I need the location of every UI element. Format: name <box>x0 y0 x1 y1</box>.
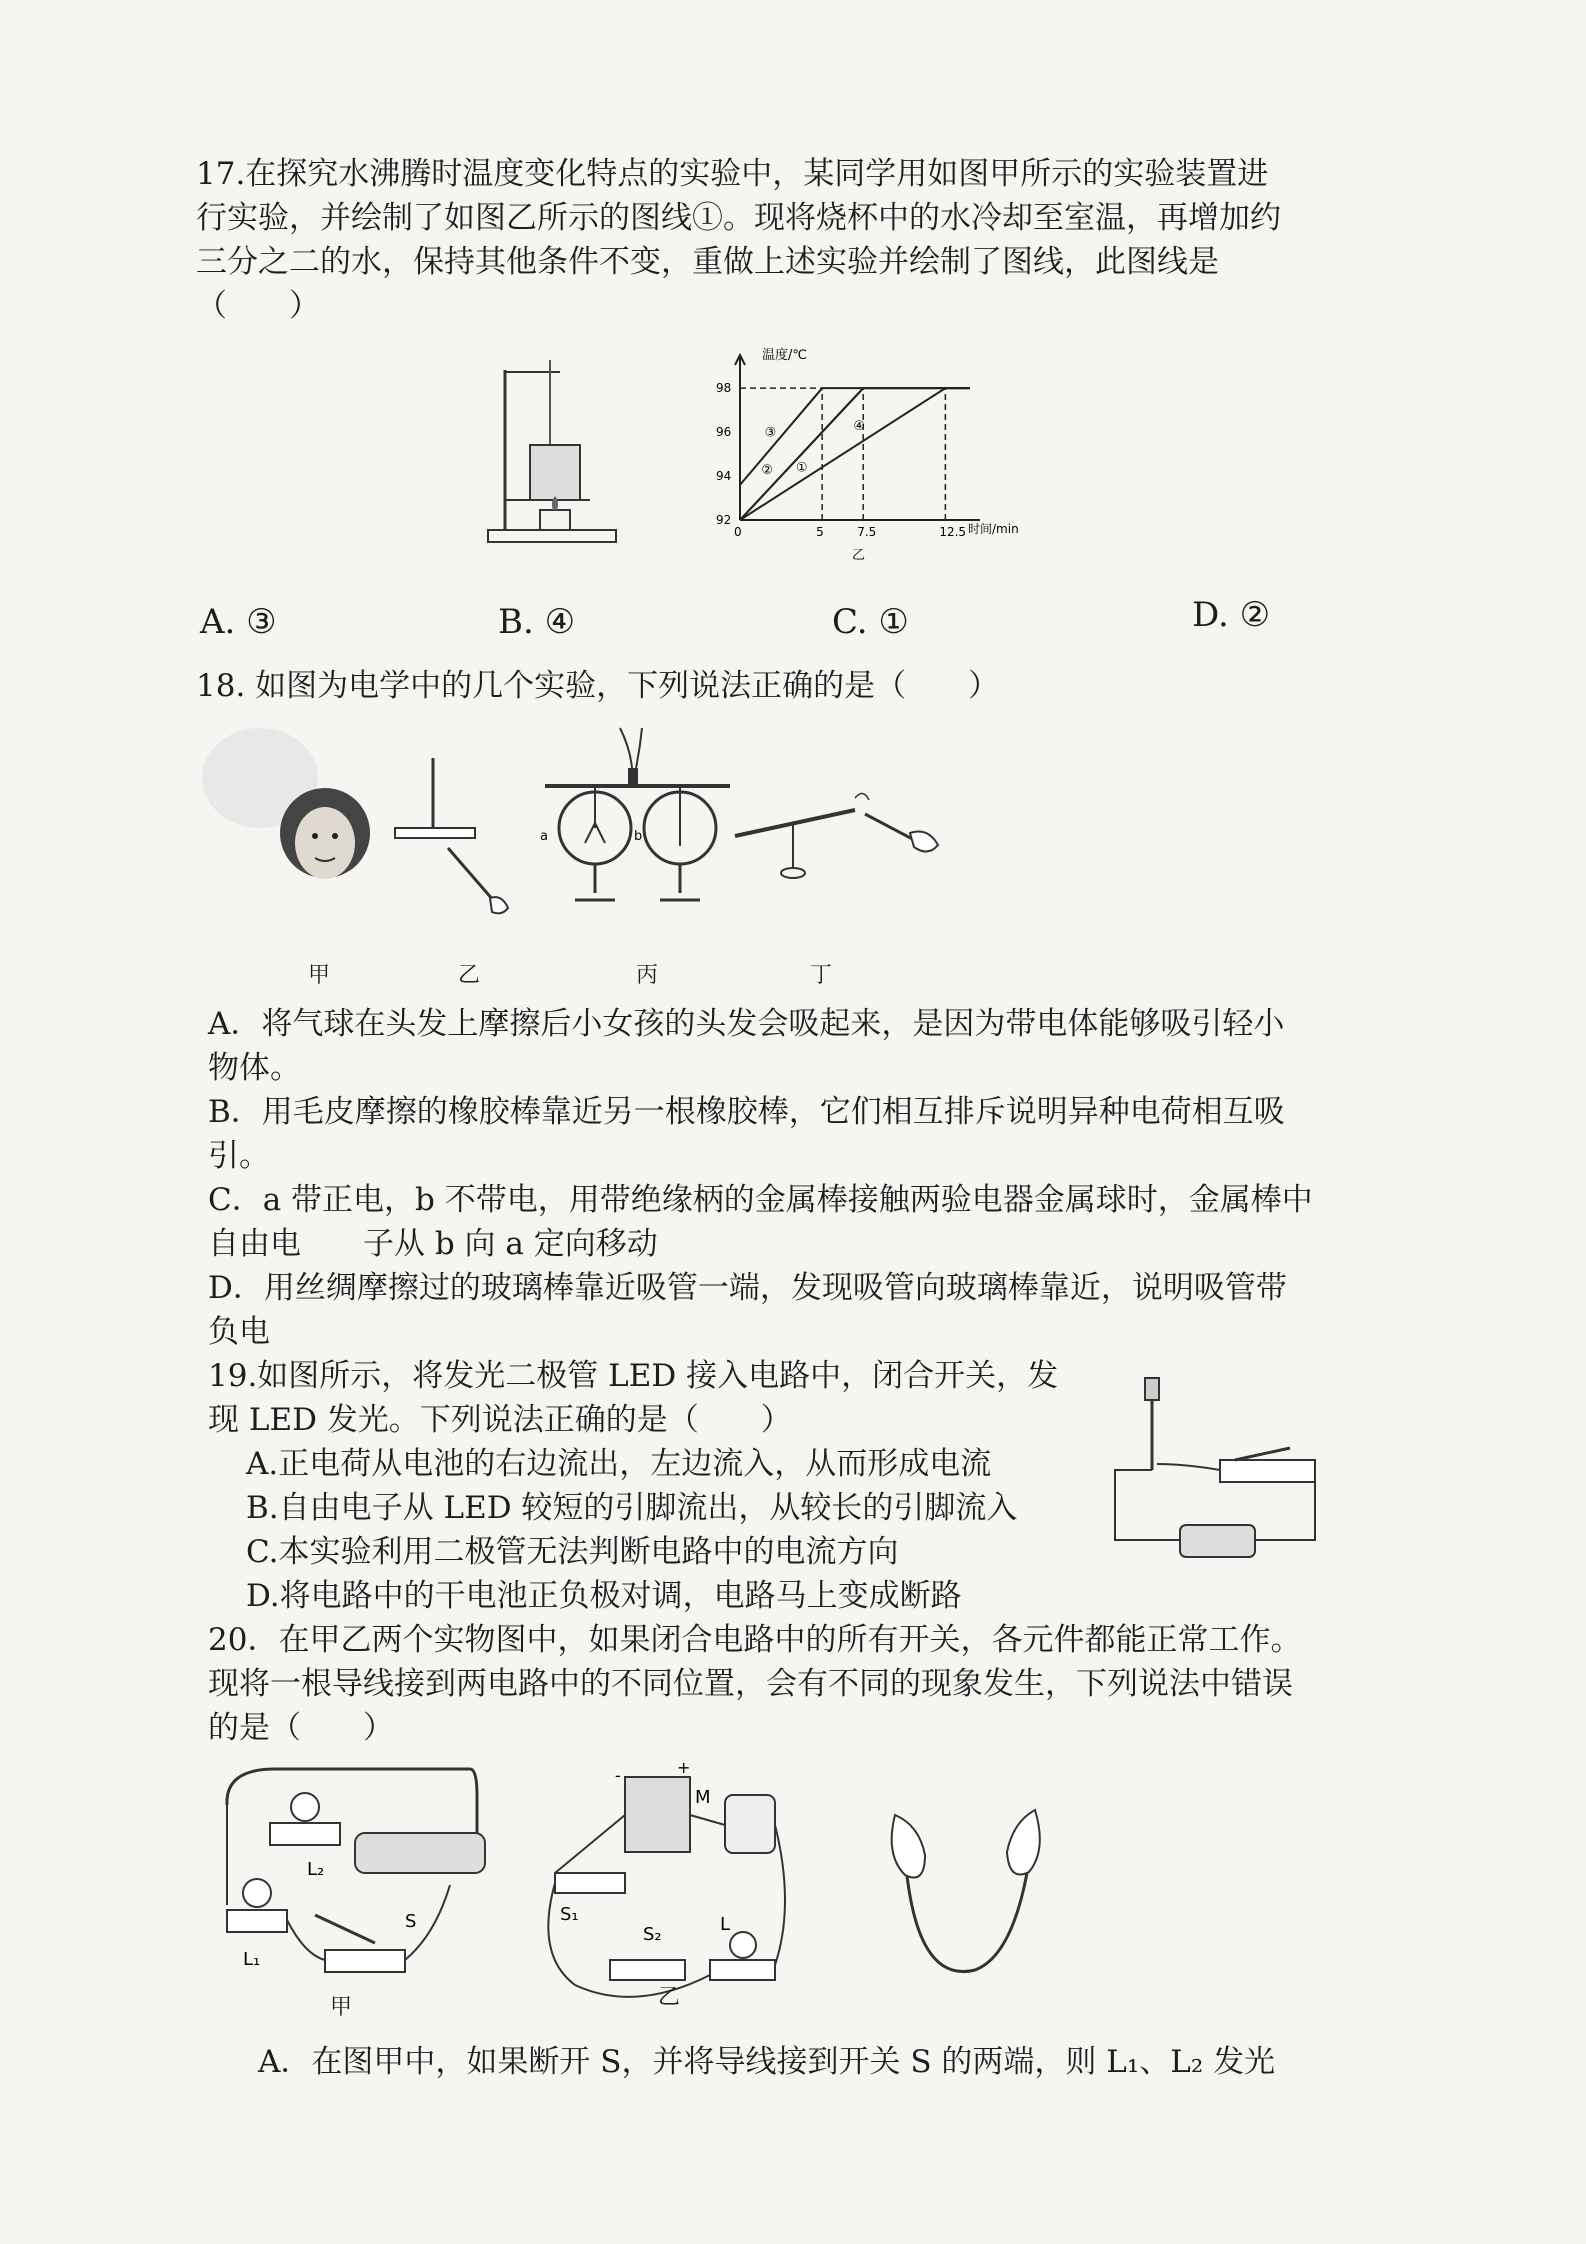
wire-hands-image <box>892 1810 1040 1972</box>
q17-option-a: A. ③ <box>200 602 277 642</box>
q18-option-c-line-1: C．a 带正电，b 不带电，用带绝缘柄的金属棒接触两验电器金属球时，金属棒中 <box>208 1182 1313 1218</box>
q17-line-2: 行实验，并绘制了如图乙所示的图线①。现将烧杯中的水冷却至室温，再增加约 <box>196 200 1281 236</box>
q18-fig-label-bing: 丙 <box>636 963 659 988</box>
q18-option-d-line-2: 负电 <box>208 1314 270 1350</box>
chart-caption: 乙 <box>852 548 866 563</box>
lamp-l-icon <box>710 1960 775 1980</box>
electroscope-a-label: a <box>540 829 548 844</box>
lamp-l1-icon <box>227 1910 287 1932</box>
circuit-yi <box>548 1758 785 1997</box>
straw-glass-rod-image <box>735 793 938 878</box>
q20-circuits-figure <box>215 1755 1365 2015</box>
q19-stem-line-2: 现 LED 发光。下列说法正确的是（ ） <box>208 1402 792 1438</box>
series-label: ④ <box>853 418 866 434</box>
label-l: L <box>720 1914 731 1935</box>
y-tick-label: 92 <box>716 513 732 527</box>
battery-pack-icon <box>355 1833 485 1873</box>
boiling-apparatus-figure <box>480 350 630 550</box>
led-circuit-figure <box>1085 1360 1330 1570</box>
electroscope-b-label: b <box>634 829 643 844</box>
circuit-jia <box>227 1769 485 1972</box>
temperature-time-chart <box>700 335 1020 565</box>
x-tick-label: 12.5 <box>939 525 967 539</box>
series-line <box>740 388 970 520</box>
q17-line-1: 17.在探究水沸腾时温度变化特点的实验中，某同学用如图甲所示的实验装置进 <box>196 156 1269 192</box>
label-l1: L₁ <box>243 1949 261 1970</box>
q20-option-a: A．在图甲中，如果断开 S，并将导线接到开关 S 的两端，则 L₁、L₂ 发光 <box>258 2044 1276 2080</box>
x-tick-label: 5 <box>816 525 824 539</box>
q18-fig-label-jia: 甲 <box>308 963 331 988</box>
q17-line-3: 三分之二的水，保持其他条件不变，重做上述实验并绘制了图线，此图线是 <box>196 244 1219 280</box>
q20-stem-line-1: 20．在甲乙两个实物图中，如果闭合电路中的所有开关，各元件都能正常工作。 <box>208 1622 1302 1658</box>
q20-fig-label-jia: 甲 <box>330 1995 353 2020</box>
q19-option-a: A.正电荷从电池的右边流出，左边流入，从而形成电流 <box>246 1446 992 1482</box>
label-s2: S₂ <box>643 1924 662 1945</box>
q19-option-b: B.自由电子从 LED 较短的引脚流出，从较长的引脚流入 <box>246 1490 1018 1526</box>
q18-option-b-line-2: 引。 <box>208 1138 270 1174</box>
lamp-l2-icon <box>270 1823 340 1845</box>
battery-icon <box>1180 1525 1255 1557</box>
label-s1: S₁ <box>560 1904 579 1925</box>
series-line <box>740 388 970 520</box>
series-line <box>740 388 970 520</box>
q19-stem-line-1: 19.如图所示，将发光二极管 LED 接入电路中，闭合开关，发 <box>208 1358 1059 1394</box>
electroscopes-image <box>540 728 730 900</box>
y-tick-label: 94 <box>716 469 732 484</box>
series-label: ② <box>761 462 774 478</box>
q18-stem: 18. 如图为电学中的几个实验，下列说法正确的是（ ） <box>196 668 1000 704</box>
electrostatics-experiments-figure <box>200 718 970 918</box>
q17-option-c: C. ① <box>832 602 909 642</box>
label-plus: + <box>677 1758 691 1777</box>
q18-option-a-line-1: A．将气球在头发上摩擦后小女孩的头发会吸起来，是因为带电体能够吸引轻小 <box>208 1006 1285 1042</box>
q18-fig-label-yi: 乙 <box>458 963 481 988</box>
x-tick-label: 7.5 <box>857 525 877 539</box>
q18-option-d-line-1: D．用丝绸摩擦过的玻璃棒靠近吸管一端，发现吸管向玻璃棒靠近，说明吸管带 <box>208 1270 1287 1306</box>
q19-option-c: C.本实验利用二极管无法判断电路中的电流方向 <box>246 1534 899 1570</box>
q17-option-d: D. ② <box>1192 595 1271 635</box>
motor-icon <box>725 1795 775 1853</box>
q19-option-d: D.将电路中的干电池正负极对调，电路马上变成断路 <box>246 1578 962 1614</box>
q18-option-a-line-2: 物体。 <box>208 1050 301 1086</box>
switch-s1-icon <box>555 1873 625 1893</box>
girl-balloon-image <box>202 728 370 879</box>
led-icon <box>1145 1378 1159 1400</box>
label-l2: L₂ <box>307 1859 325 1880</box>
label-s: S <box>405 1911 417 1932</box>
q20-stem-line-2: 现将一根导线接到两电路中的不同位置，会有不同的现象发生，下列说法中错误 <box>208 1666 1293 1702</box>
series-label: ③ <box>764 425 777 441</box>
label-m: M <box>695 1787 711 1808</box>
rubber-rod-stand-image <box>395 758 508 913</box>
chart-xlabel: 时间/min <box>968 522 1019 536</box>
label-minus: - <box>615 1766 621 1785</box>
q18-option-b-line-1: B．用毛皮摩擦的橡胶棒靠近另一根橡胶棒，它们相互排斥说明异种电荷相互吸 <box>208 1094 1285 1130</box>
q18-fig-label-ding: 丁 <box>810 963 833 988</box>
y-tick-label: 96 <box>716 425 732 440</box>
q20-stem-line-3: 的是（ ） <box>208 1710 394 1746</box>
y-tick-label: 98 <box>716 381 732 396</box>
chart-ylabel: 温度/℃ <box>762 348 807 363</box>
q18-option-c-line-2: 自由电 子从 b 向 a 定向移动 <box>208 1226 658 1262</box>
series-label: ① <box>795 460 808 476</box>
x-tick-label: 0 <box>734 525 742 539</box>
battery-box-icon <box>625 1777 690 1852</box>
switch-s-icon <box>325 1950 405 1972</box>
q20-fig-label-yi: 乙 <box>658 1985 681 2010</box>
q17-option-b: B. ④ <box>498 602 576 642</box>
switch-s2-icon <box>610 1960 685 1980</box>
q17-line-4: （ ） <box>196 288 320 324</box>
switch-icon <box>1220 1460 1315 1482</box>
